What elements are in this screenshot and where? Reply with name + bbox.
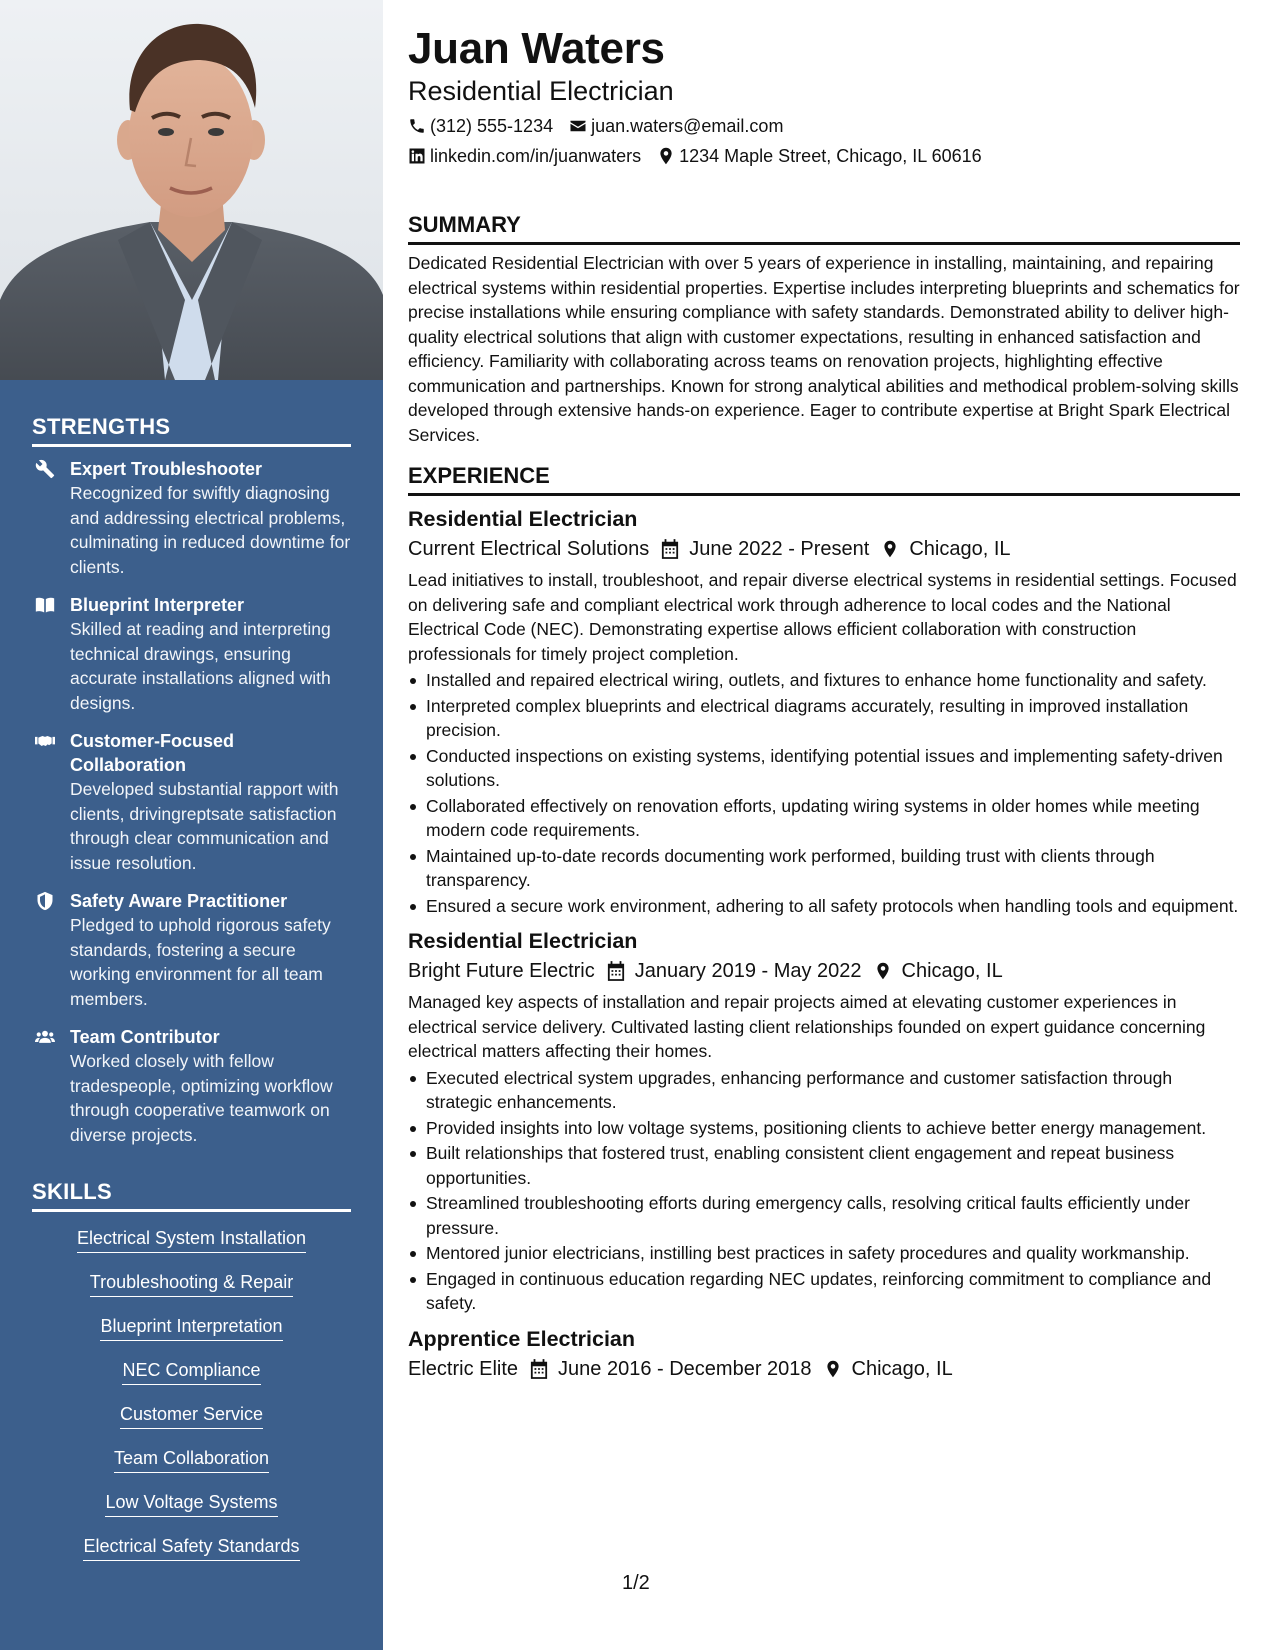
skill-item: NEC Compliance [122,1358,260,1385]
job-entry [408,1324,1240,1384]
job-dates [661,534,869,564]
strength-item [32,593,351,715]
bullet-item: Streamlined troubleshooting efforts during emergency calls, resolving critical faults efficiently under pressure. [408,1191,1240,1240]
contact-row [408,114,1240,138]
bullet-item: Installed and repaired electrical wiring, outlets, and fixtures to enhance home functionality and safety. [408,668,1240,693]
map-pin-icon [874,961,892,981]
strength-item [32,889,351,1011]
linkedin-contact[interactable] [408,144,641,168]
skills-section [0,1161,383,1578]
bullet-item: Conducted inspections on existing systems, identifying potential issues and implementing safety-driven solutions. [408,744,1240,793]
profile-photo [0,0,383,380]
phone-icon [408,117,426,135]
page-number: 1/2 [622,1572,650,1594]
job-company: Bright Future Electric [408,960,595,982]
strength-title: Team Contributor [70,1027,220,1047]
job-title: Residential Electrician [408,507,638,531]
job-description: Managed key aspects of installation and repair projects aimed at elevating customer experiences in electrical service delivery. Cultivated lasting client relationships founded on expert guidance concerning electrical matters affecting their homes. [408,992,1206,1061]
strength-item [32,1025,351,1147]
calendar-icon [661,539,679,559]
contact-row [408,144,1240,168]
skill-item: Electrical System Installation [77,1226,306,1253]
bullet-item: Built relationships that fostered trust, enabling consistent client engagement and repeat business opportunities. [408,1141,1240,1190]
job-location [874,956,1003,986]
strength-title: Safety Aware Practitioner [70,891,288,911]
job-bullets [408,1066,1240,1316]
phone-text: (312) 555-1234 [430,116,554,136]
skill-item: Blueprint Interpretation [100,1314,282,1341]
bullet-item: Provided insights into low voltage systems, positioning clients to achieve better energy management. [408,1116,1240,1141]
candidate-name: Juan Waters [408,24,665,73]
linkedin-text: linkedin.com/in/juanwaters [430,146,642,166]
job-bullets [408,668,1240,918]
skill-list [32,1226,351,1578]
job-title: Apprentice Electrician [408,1326,636,1351]
skill-item: Customer Service [120,1402,263,1429]
bullet-item: Engaged in continuous education regarding NEC updates, reinforcing commitment to compliance and safety. [408,1267,1240,1316]
calendar-icon [607,961,625,981]
address-contact [657,144,982,168]
sidebar [0,0,383,1650]
strength-title: Expert Troubleshooter [70,459,263,479]
job-entry [408,926,1240,1316]
experience-heading: EXPERIENCE [408,463,1240,496]
bullet-item: Interpreted complex blueprints and electrical diagrams accurately, resulting in improved installation precision. [408,694,1240,743]
skill-item: Low Voltage Systems [105,1490,277,1517]
strength-title: Customer-Focused Collaboration [70,731,235,775]
job-meta [408,956,1240,986]
envelope-icon [569,117,587,135]
map-pin-icon [657,147,675,165]
linkedin-icon [408,147,426,165]
job-company: Electric Elite [408,1357,519,1380]
job-dates-text: January 2019 - May 2022 [634,960,862,982]
job-location-text: Chicago, IL [851,1357,953,1380]
skill-item: Team Collaboration [114,1446,269,1473]
job-meta [408,534,1240,564]
strength-description: Pledged to uphold rigorous safety standards, fostering a secure working environment for all team members. [70,915,331,1009]
strengths-heading: STRENGTHS [32,380,351,447]
job-dates-text: June 2016 - December 2018 [558,1357,812,1380]
job-dates [530,1354,812,1384]
skill-item: Electrical Safety Standards [83,1534,299,1561]
address-text: 1234 Maple Street, Chicago, IL 60616 [679,146,982,166]
map-pin-icon [824,1359,842,1379]
job-company: Current Electrical Solutions [408,538,650,560]
wrench-icon [32,457,58,579]
email-contact[interactable] [569,114,783,138]
bullet-item: Executed electrical system upgrades, enhancing performance and customer satisfaction through strategic enhancements. [408,1066,1240,1115]
skills-heading: SKILLS [32,1161,351,1212]
job-entry [408,504,1240,918]
job-meta [408,1354,1240,1384]
job-location [824,1354,953,1384]
bullet-item: Maintained up-to-date records documenting work performed, building trust with clients through transparency. [408,844,1240,893]
skill-item: Troubleshooting & Repair [90,1270,293,1297]
job-description: Lead initiatives to install, troubleshoot, and repair diverse electrical systems in residential settings. Focused on delivering safe and compliant electrical work through adherence to local codes and the National Electrical Code (NEC). Demonstrating expertise allows efficient collaboration with construction professionals for timely project completion. [408,570,1237,664]
bullet-item: Mentored junior electricians, instilling best practices in safety procedures and quality workmanship. [408,1241,1240,1266]
job-dates [607,956,862,986]
calendar-icon [530,1359,548,1379]
map-pin-icon [881,539,899,559]
job-dates-text: June 2022 - Present [689,538,870,560]
summary-heading: SUMMARY [408,212,1240,245]
job-location-text: Chicago, IL [909,538,1011,560]
job-title: Residential Electrician [408,929,638,953]
strengths-section [0,380,383,1147]
strength-title: Blueprint Interpreter [70,595,245,615]
email-text: juan.waters@email.com [591,116,784,136]
strength-description: Worked closely with fellow tradespeople, optimizing workflow through cooperative teamwork on diverse projects. [70,1051,333,1145]
bullet-item: Collaborated effectively on renovation efforts, updating wiring systems in older homes while meeting modern code requirements. [408,794,1240,843]
book-open-icon [32,593,58,715]
job-location [881,534,1010,564]
summary-text: Dedicated Residential Electrician with over 5 years of experience in installing, maintaining, and repairing electrical systems within residential properties. Expertise includes interpreting blueprints and schematics for precise installations while ensuring compliance with safety standards. Demonstrated ability to deliver high-quality electrical solutions that align with customer expectations, resulting in enhanced satisfaction and efficiency. Familiarity with collaborating across teams on renovation projects, highlighting effective communication and partnerships. Known for strong analytical abilities and methodical problem-solving skills developed through extensive hands-on experience. Eager to contribute expertise at Bright Spark Electrical Services. [408,253,1240,445]
strength-description: Skilled at reading and interpreting technical drawings, ensuring accurate installations aligned with designs. [70,619,331,713]
shield-icon [32,889,58,1011]
phone-contact[interactable] [408,114,553,138]
job-location-text: Chicago, IL [901,960,1003,982]
users-icon [32,1025,58,1147]
handshake-icon [32,729,58,875]
candidate-role: Residential Electrician [408,76,674,106]
strength-description: Developed substantial rapport with clients, drivingreptsate satisfaction through clear communication and issue resolution. [70,779,339,873]
bullet-item: Ensured a secure work environment, adhering to all safety protocols when handling tools and equipment. [408,894,1240,919]
portrait-illustration [0,0,383,380]
main-content [408,0,1240,1384]
strength-description: Recognized for swiftly diagnosing and addressing electrical problems, culminating in reduced downtime for clients. [70,483,351,577]
strength-item [32,729,351,875]
strength-item [32,457,351,579]
